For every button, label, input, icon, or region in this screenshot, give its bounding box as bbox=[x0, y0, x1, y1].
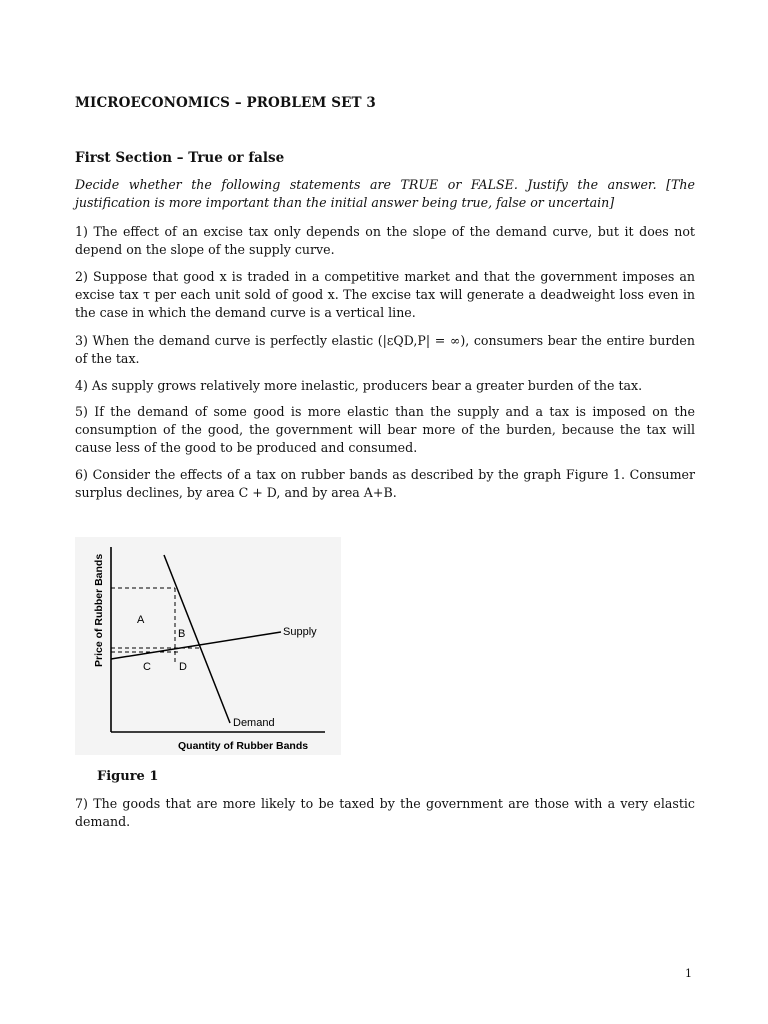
figure-caption: Figure 1 bbox=[97, 769, 159, 784]
area-label-b: B bbox=[178, 628, 186, 640]
area-label-a: A bbox=[137, 614, 145, 626]
supply-label: Supply bbox=[283, 626, 317, 638]
statement-4: 4) As supply grows relatively more inelastic, producers bear a greater burden of the tax. bbox=[75, 378, 643, 393]
page-title: MICROECONOMICS – PROBLEM SET 3 bbox=[75, 95, 376, 111]
figure-1-graph bbox=[75, 537, 341, 755]
statement-6: 6) Consider the effects of a tax on rubber bands as described by the graph Figure 1. Consumer surplus declines, by area C + D, and by area A+B. bbox=[75, 467, 695, 500]
statement-3: 3) When the demand curve is perfectly elastic (|εQD,P| = ∞), consumers bear the entire burden of the tax. bbox=[75, 333, 695, 366]
statement-2: 2) Suppose that good x is traded in a competitive market and that the government imposes an excise tax τ per each unit sold of good x. The excise tax will generate a deadweight loss even in the case in which the demand curve is a vertical line. bbox=[75, 269, 695, 320]
y-axis-title: Price of Rubber Bands bbox=[93, 553, 105, 667]
demand-label: Demand bbox=[233, 717, 275, 729]
statement-1: 1) The effect of an excise tax only depends on the slope of the demand curve, but it does not depend on the slope of the supply curve. bbox=[75, 224, 695, 257]
demand-curve bbox=[164, 555, 230, 723]
section-heading: First Section – True or false bbox=[75, 150, 285, 166]
statement-5: 5) If the demand of some good is more elastic than the supply and a tax is imposed on the consumption of the good, the government will bear more of the burden, because the tax will cause less of the good to be produced and consumed. bbox=[75, 404, 695, 455]
area-label-c: C bbox=[143, 661, 151, 673]
tax-incidence-chart bbox=[75, 537, 341, 755]
page-number: 1 bbox=[685, 967, 692, 980]
instructions: Decide whether the following statements are TRUE or FALSE. Justify the answer. [The justification is more important than the initial answer being true, false or uncertain] bbox=[75, 177, 695, 210]
statement-7: 7) The goods that are more likely to be taxed by the government are those with a very elastic demand. bbox=[75, 796, 695, 829]
area-label-d: D bbox=[179, 661, 187, 673]
x-axis-title: Quantity of Rubber Bands bbox=[178, 740, 309, 752]
